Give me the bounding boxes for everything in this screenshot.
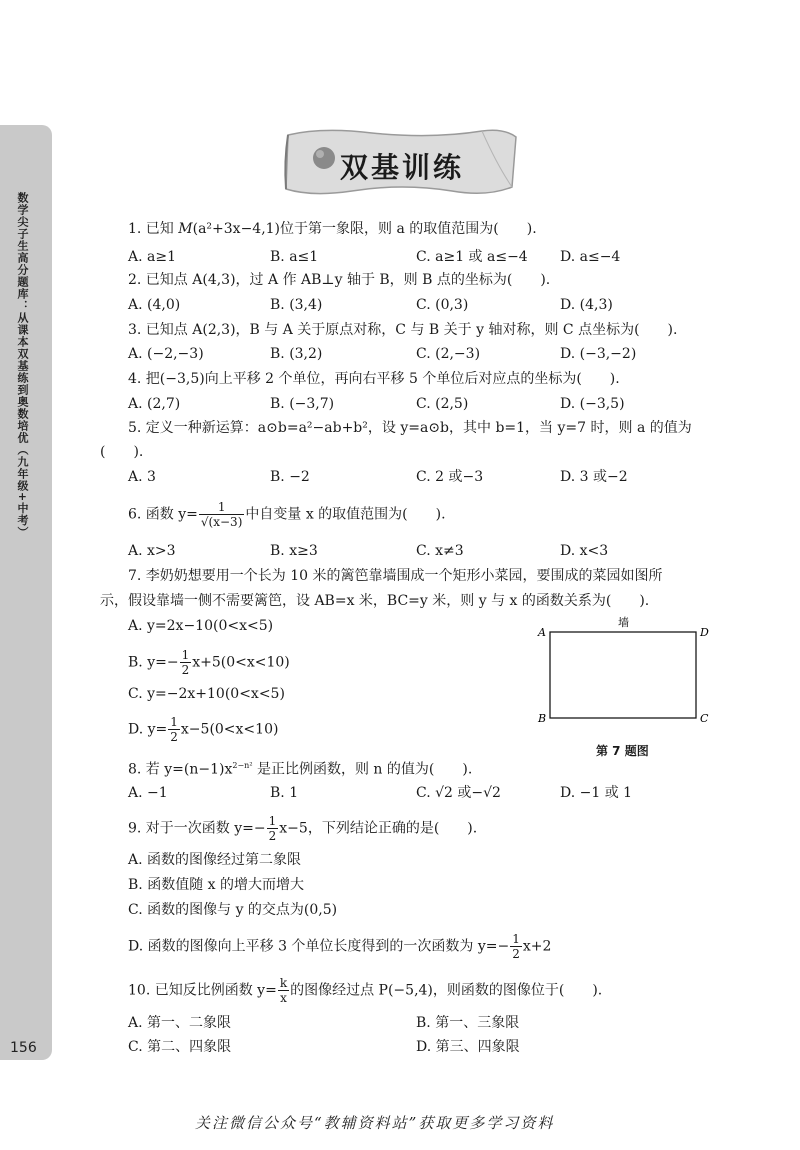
q9-option-a: A. 函数的图像经过第二象限	[128, 852, 302, 868]
q5-option-b: B. −2	[270, 469, 310, 485]
q4-option-c: C. (2,5)	[416, 396, 469, 412]
footer-notice: 关注微信公众号“教辅资料站”获取更多学习资料	[195, 1114, 555, 1132]
q6-option-c: C. x≠3	[416, 543, 464, 559]
q10-option-c: C. 第二、四象限	[128, 1039, 232, 1055]
point-a-label: A	[538, 626, 546, 639]
q9-option-b: B. 函数值随 x 的增大而增大	[128, 877, 304, 893]
q10-option-b: B. 第一、三象限	[416, 1015, 520, 1031]
q7-option-b: B. y=− $\frac{1}{2}$ x+5(0<x<10)	[128, 648, 290, 677]
q8-option-a: A. −1	[128, 785, 168, 801]
q4-option-d: D. (−3,5)	[560, 396, 625, 412]
q7-option-a: A. y=2x−10(0<x<5)	[128, 618, 274, 634]
q9-option-d: D. 函数的图像向上平移 3 个单位长度得到的一次函数为 y=− $\frac{1}{2}$ x+2	[128, 932, 552, 961]
point-b-label: B	[538, 712, 547, 725]
q8-stem: 8. 若 $y=(n-1)x^{2-n^2}$ 是正比例函数，则 n 的值为( ).	[128, 761, 473, 778]
q3-option-b: B. (3,2)	[270, 346, 323, 362]
q9-option-c: C. 函数的图像与 y 的交点为(0,5)	[128, 902, 338, 918]
q1-option-d: D. a≤−4	[560, 249, 621, 265]
q8-option-c: C. √2 或−√2	[416, 785, 501, 801]
q7-option-d: D. y= $\frac{1}{2}$ x−5(0<x<10)	[128, 715, 279, 744]
wall-label: 墙	[618, 616, 629, 629]
page-number: 156	[10, 1040, 37, 1056]
q6-fraction: $\frac{1}{√(x-3)}$	[200, 500, 243, 529]
q6-option-b: B. x≥3	[270, 543, 318, 559]
q6-option-a: A. x>3	[128, 543, 176, 559]
q4-option-a: A. (2,7)	[128, 396, 181, 412]
q5-option-c: C. 2 或−3	[416, 469, 484, 485]
q1-option-a: A. a≥1	[128, 249, 176, 265]
q3-stem: 3. 已知点 A(2,3)，B 与 A 关于原点对称，C 与 B 关于 y 轴对称，则 C 点坐标为( ).	[128, 322, 678, 338]
q10-option-a: A. 第一、二象限	[128, 1015, 232, 1031]
book-title: 数学尖子生高分题库：从课本双基练到奥数培优（九年级+中考）	[16, 192, 29, 539]
q1-stem: 1. 已知 M(a²+3x−4,1)位于第一象限，则 a 的取值范围为( ).	[128, 221, 537, 237]
q5-option-d: D. 3 或−2	[560, 469, 628, 485]
q2-option-d: D. (4,3)	[560, 297, 613, 313]
q10-option-d: D. 第三、四象限	[416, 1039, 520, 1055]
q5-option-a: A. 3	[128, 469, 156, 485]
q10-stem: 10. 已知反比例函数 y= $\frac{k}{x}$ 的图像经过点 P(−5,4)，则函数的图像位于( ).	[128, 976, 603, 1005]
q7-figure-caption: 第 7 题图	[596, 744, 649, 758]
q3-option-c: C. (2,−3)	[416, 346, 481, 362]
q1-option-b: B. a≤1	[270, 249, 319, 265]
q7-option-c: C. y=−2x+10(0<x<5)	[128, 686, 285, 702]
section-title: 双基训练	[340, 151, 465, 184]
q2-option-b: B. (3,4)	[270, 297, 323, 313]
q2-option-a: A. (4,0)	[128, 297, 181, 313]
point-d-label: D	[700, 626, 709, 639]
q5-stem-continued: ( ).	[100, 444, 144, 460]
q5-stem: 5. 定义一种新运算：a⊙b=a²−ab+b²，设 y=a⊙b，其中 b=1，当 y=7 时，则 a 的值为	[128, 420, 692, 436]
q8-option-d: D. −1 或 1	[560, 785, 633, 801]
q6-stem: 6. 函数 y= $\frac{1}{√(x-3)}$ 中自变量 x 的取值范围为( ).	[128, 500, 446, 529]
q7-stem: 7. 李奶奶想要用一个长为 10 米的篱笆靠墙围成一个矩形小菜园，要围成的菜园如图所	[128, 568, 663, 584]
q2-option-c: C. (0,3)	[416, 297, 469, 313]
q4-option-b: B. (−3,7)	[270, 396, 335, 412]
point-c-label: C	[700, 712, 709, 725]
q3-option-d: D. (−3,−2)	[560, 346, 637, 362]
q7-stem-continued: 示，假设靠墙一侧不需要篱笆，设 AB=x 米，BC=y 米，则 y 与 x 的函数关系为( ).	[100, 593, 650, 609]
q2-stem: 2. 已知点 A(4,3)，过 A 作 AB⊥y 轴于 B，则 B 点的坐标为( ).	[128, 272, 551, 288]
q3-option-a: A. (−2,−3)	[128, 346, 204, 362]
q7-rectangle-diagram	[534, 612, 714, 762]
q4-stem: 4. 把(−3,5)向上平移 2 个单位，再向右平移 5 个单位后对应点的坐标为( ).	[128, 371, 620, 387]
q1-option-c: C. a≥1 或 a≤−4	[416, 249, 528, 265]
q9-stem: 9. 对于一次函数 y=− $\frac{1}{2}$ x−5，下列结论正确的是( ).	[128, 814, 478, 843]
q6-option-d: D. x<3	[560, 543, 609, 559]
q8-option-b: B. 1	[270, 785, 299, 801]
